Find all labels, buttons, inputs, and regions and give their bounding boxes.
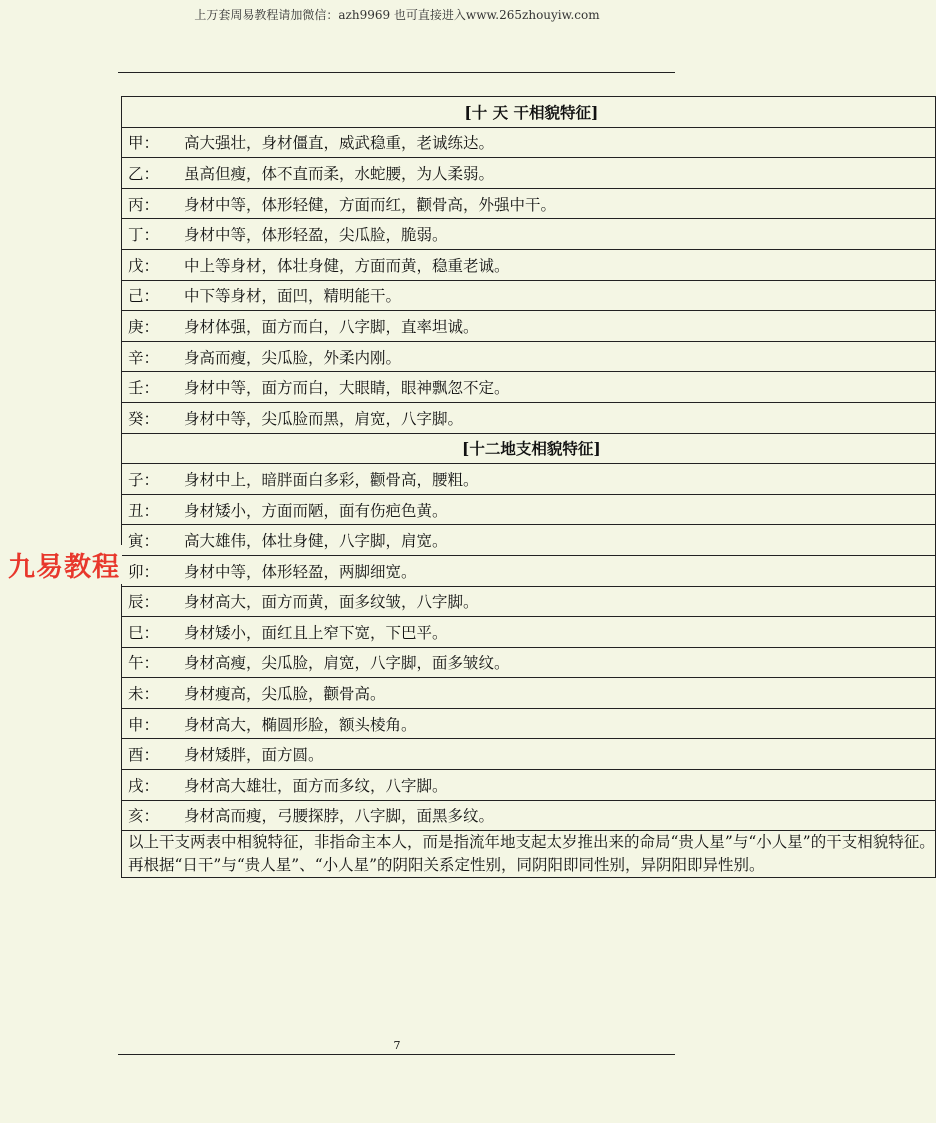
row-text: 高大强壮，身材僵直，威武稳重，老诚练达。 bbox=[184, 134, 495, 153]
row-text: 虽高但瘦，体不直而柔，水蛇腰，为人柔弱。 bbox=[184, 164, 495, 183]
row-label: 未： bbox=[128, 685, 160, 704]
table-cell bbox=[122, 158, 936, 189]
row-text: 身材矮小，面红且上窄下宽，下巴平。 bbox=[184, 623, 448, 642]
header-rule bbox=[118, 72, 675, 73]
section-header-row bbox=[122, 433, 936, 464]
table-cell bbox=[122, 555, 936, 586]
row-label: 丑： bbox=[128, 501, 160, 520]
table-row bbox=[122, 770, 936, 801]
table-cell bbox=[122, 617, 936, 648]
row-text: 高大雄伟，体壮身健，八字脚，肩宽。 bbox=[184, 532, 448, 551]
note-row bbox=[122, 831, 936, 878]
page-header: 上万套周易教程请加微信：azh9969 也可直接进入www.265zhouyiw.com bbox=[194, 8, 600, 22]
row-text: 身材中上，暗胖面白多彩，颧骨高，腰粗。 bbox=[184, 470, 479, 489]
note-paragraph: 以上干支两表中相貌特征，非指命主本人，而是指流年地支起太岁推出来的命局“贵人星”与“小人星”的干支相貌特征。 bbox=[128, 833, 935, 852]
section-header-row bbox=[122, 97, 936, 128]
table-cell bbox=[122, 494, 936, 525]
table-row bbox=[122, 464, 936, 495]
table-cell bbox=[122, 800, 936, 831]
row-label: 丙： bbox=[128, 195, 160, 214]
table-cell bbox=[122, 647, 936, 678]
row-text: 身材高大雄壮，面方而多纹，八字脚。 bbox=[184, 776, 448, 795]
row-label: 戊： bbox=[128, 256, 160, 275]
table-row bbox=[122, 678, 936, 709]
note-paragraph: 再根据“日干”与“贵人星”、“小人星”的阴阳关系定性别，同阴阳即同性别，异阴阳即异性别。 bbox=[128, 856, 765, 875]
row-text: 身材高大，椭圆形脸，额头棱角。 bbox=[184, 715, 417, 734]
appearance-table bbox=[121, 96, 936, 878]
row-text: 身材高而瘦，弓腰探脖，八字脚，面黑多纹。 bbox=[184, 807, 495, 826]
watermark-logo: 九易教程 bbox=[6, 545, 122, 584]
row-text: 身材中等，体形轻盈，两脚细宽。 bbox=[184, 562, 417, 581]
table-cell bbox=[122, 678, 936, 709]
table-row bbox=[122, 311, 936, 342]
row-text: 身材体强，面方而白，八字脚，直率坦诚。 bbox=[184, 317, 479, 336]
table-row bbox=[122, 158, 936, 189]
table-row bbox=[122, 739, 936, 770]
row-label: 辰： bbox=[128, 593, 160, 612]
row-text: 身材矮小，方面而陋，面有伤疤色黄。 bbox=[184, 501, 448, 520]
row-text: 中上等身材，体壮身健，方面而黄，稳重老诚。 bbox=[184, 256, 510, 275]
row-text: 身材高瘦，尖瓜脸，肩宽，八字脚，面多皱纹。 bbox=[184, 654, 510, 673]
table-row bbox=[122, 127, 936, 158]
table-cell bbox=[122, 341, 936, 372]
table-cell bbox=[122, 127, 936, 158]
note-cell bbox=[122, 831, 936, 878]
row-label: 午： bbox=[128, 654, 160, 673]
row-label: 丁： bbox=[128, 226, 160, 245]
footer-rule bbox=[118, 1054, 675, 1055]
table-cell bbox=[122, 402, 936, 433]
table-cell bbox=[122, 372, 936, 403]
table-cell bbox=[122, 219, 936, 250]
table-row bbox=[122, 647, 936, 678]
row-text: 身材矮胖，面方圆。 bbox=[184, 746, 324, 765]
row-text: 身材中等，尖瓜脸而黑，肩宽，八字脚。 bbox=[184, 409, 464, 428]
table-cell bbox=[122, 739, 936, 770]
row-label: 壬： bbox=[128, 379, 160, 398]
row-label: 乙： bbox=[128, 164, 160, 183]
table-row bbox=[122, 494, 936, 525]
row-label: 甲： bbox=[128, 134, 160, 153]
row-label: 癸： bbox=[128, 409, 160, 428]
table-row bbox=[122, 188, 936, 219]
row-text: 中下等身材，面凹，精明能干。 bbox=[184, 287, 402, 306]
row-label: 己： bbox=[128, 287, 160, 306]
row-text: 身材中等，体形轻健，方面而红，颧骨高，外强中干。 bbox=[184, 195, 557, 214]
table-row bbox=[122, 586, 936, 617]
table-cell bbox=[122, 464, 936, 495]
row-label: 辛： bbox=[128, 348, 160, 367]
table-cell bbox=[122, 188, 936, 219]
table-cell bbox=[122, 525, 936, 556]
section-title: [十二地支相貌特征] bbox=[122, 433, 936, 464]
row-label: 寅： bbox=[128, 532, 160, 551]
table-cell bbox=[122, 311, 936, 342]
table-row bbox=[122, 617, 936, 648]
table-cell bbox=[122, 280, 936, 311]
table-cell bbox=[122, 708, 936, 739]
row-text: 身高而瘦，尖瓜脸，外柔内刚。 bbox=[184, 348, 402, 367]
table-row bbox=[122, 525, 936, 556]
table-row bbox=[122, 341, 936, 372]
row-label: 戌： bbox=[128, 776, 160, 795]
row-label: 酉： bbox=[128, 746, 160, 765]
table-row bbox=[122, 708, 936, 739]
section-title: [十 天 干相貌特征] bbox=[122, 97, 936, 128]
table-row bbox=[122, 280, 936, 311]
row-label: 子： bbox=[128, 470, 160, 489]
table-row bbox=[122, 402, 936, 433]
table-row bbox=[122, 249, 936, 280]
row-label: 申： bbox=[128, 715, 160, 734]
row-label: 巳： bbox=[128, 623, 160, 642]
table-row bbox=[122, 219, 936, 250]
table-row bbox=[122, 555, 936, 586]
table-row bbox=[122, 372, 936, 403]
table-cell bbox=[122, 586, 936, 617]
page-number: 7 bbox=[393, 1039, 401, 1052]
row-text: 身材中等，体形轻盈，尖瓜脸，脆弱。 bbox=[184, 226, 448, 245]
table-cell bbox=[122, 249, 936, 280]
table-row bbox=[122, 800, 936, 831]
row-label: 庚： bbox=[128, 317, 160, 336]
row-text: 身材中等，面方而白，大眼睛，眼神飘忽不定。 bbox=[184, 379, 510, 398]
row-text: 身材瘦高，尖瓜脸，颧骨高。 bbox=[184, 685, 386, 704]
row-label: 卯： bbox=[128, 562, 160, 581]
row-label: 亥： bbox=[128, 807, 160, 826]
row-text: 身材高大，面方而黄，面多纹皱，八字脚。 bbox=[184, 593, 479, 612]
table-cell bbox=[122, 770, 936, 801]
